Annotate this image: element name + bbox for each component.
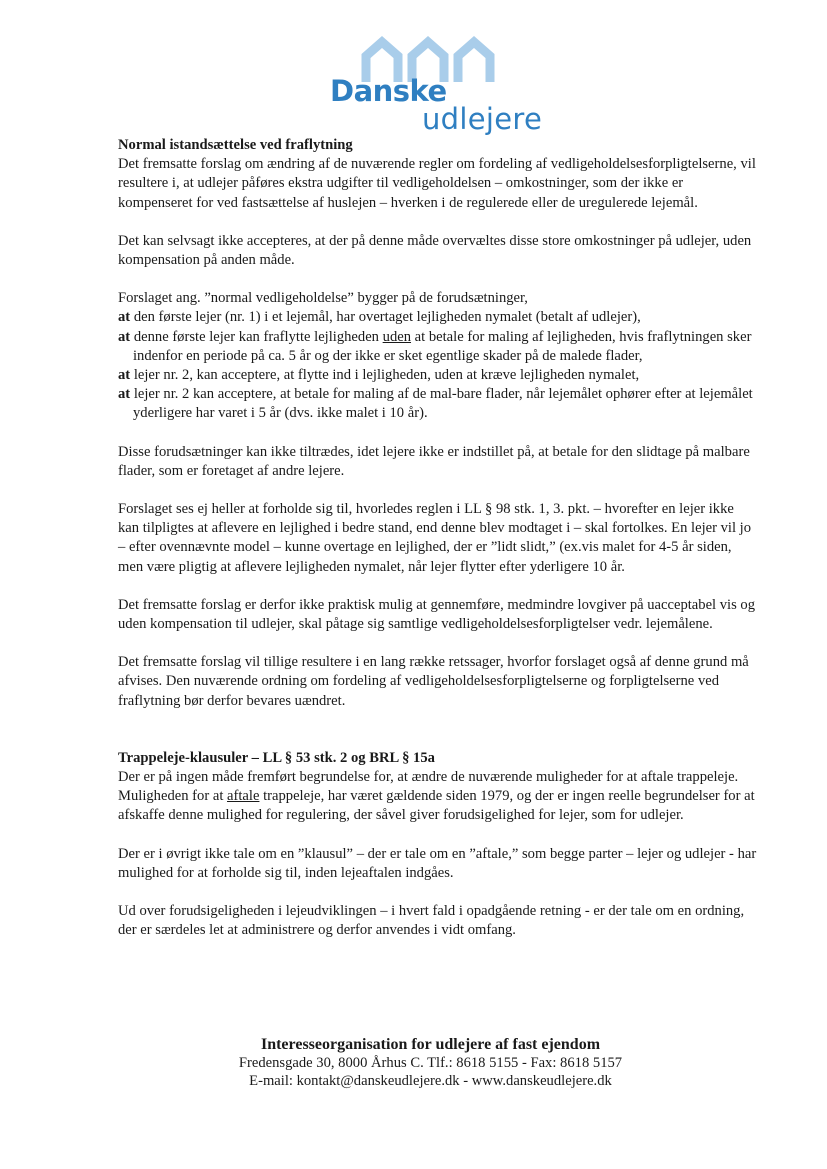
organization-name: Interesseorganisation for udlejere af fast ejendom <box>260 1036 601 1053</box>
bullet-item <box>118 385 758 423</box>
bullet-text: den første lejer (nr. 1) i et lejemål, har overtaget lejligheden nymalet (betalt af udlejer), <box>133 309 641 326</box>
paragraph: Forslaget ses ej heller at forholde sig til, hvorledes reglen i LL § 98 stk. 1, 3. pkt. – hvorefter en lejer ikke kan tilpligtes at aflevere en lejlighed i bedre stand, end denne blev modtaget i – skal fortolkes. En lejer vil jo – efter ovennævnte model – kunne overtage en lejlighed, der er ”lidt slidt,” (ex.vis malet for 4-5 år siden, men være pligtig at aflevere lejligheden nymalet, når lejer flytter efter yderligere 10 år. <box>118 501 752 575</box>
bullet-text: lejer nr. 2 kan acceptere, at betale for maling af de mal-bare flader, når lejemålet ophører efter at lejemålet yderligere har varet i 5 år (dvs. ikke malet i 10 år). <box>133 386 753 422</box>
paragraph: Det kan selvsagt ikke accepteres, at der på denne måde overvæltes disse store omkostninger på udlejer, uden kompensation på anden måde. <box>118 232 752 269</box>
paragraph-text: Der er på ingen måde fremført begrundelse for, at ændre de nuværende muligheder for at aftale trappeleje. Muligheden for at <box>118 769 739 805</box>
paragraph: Det fremsatte forslag om ændring af de nuværende regler om fordeling af vedligeholdelsesforpligtelserne, vil resultere i, at udlejer påføres ekstra udgifter til vedligeholdelsen – omkostninger, som der ikke er kompenseret for ved fastsættelse af huslejen – hverken i de regulerede eller de uregulerede lejemål. <box>118 156 756 211</box>
logo-text-danske: Danske <box>330 74 447 108</box>
paragraph: Der er i øvrigt ikke tale om en ”klausul” – der er tale om en ”aftale,” som begge parter – lejer og udlejer - har mulighed for at forholde sig til, inden lejeaftalen indgåes. <box>118 845 757 881</box>
bullet-text: lejer nr. 2, kan acceptere, at flytte ind i lejligheden, uden at kræve lejligheden nymalet, <box>133 367 640 384</box>
section-heading-trappeleje: Trappeleje-klausuler – LL § 53 stk. 2 og BRL § 15a <box>118 749 435 766</box>
underlined-text: aftale <box>227 788 260 805</box>
paragraph: Det fremsatte forslag vil tillige resultere i en lang række retssager, hvorfor forslaget også af denne grund må afvises. Den nuværende ordning om fordeling af vedligeholdelsesforpligtelserne og forpligtelserne ved fraflytning bør derfor bevares uændret. <box>118 654 749 709</box>
underlined-text: uden <box>382 328 412 345</box>
section-heading-normal-istandsaettelse: Normal istandsættelse ved fraflytning <box>118 137 353 153</box>
bullet-text: at betale for maling af lejligheden, hvis fraflytningen sker indenfor en periode på ca. 5 år og der ikke er sket egentlige skader på de malede flader, <box>133 328 752 364</box>
paragraph: Ud over forudsigeligheden i lejeudviklingen – i hvert fald i opadgående retning - er der tale om en ordning, der er særdeles let at administrere og derfor anvendes i vidt omfang. <box>118 903 745 939</box>
logo-text-udlejere: udlejere <box>422 102 543 136</box>
bullet-text: denne første lejer kan fraflytte lejligheden <box>133 328 379 345</box>
danske-udlejere-logo <box>330 34 560 136</box>
paragraph <box>118 768 758 826</box>
paragraph: Forslaget ang. ”normal vedligeholdelse” bygger på de forudsætninger, <box>118 290 528 307</box>
letterhead-footer <box>0 1036 827 1090</box>
bullet-item <box>118 328 758 366</box>
bullet-marker: at <box>118 309 131 326</box>
bullet-marker: at <box>118 367 131 384</box>
contact-line: E-mail: kontakt@danskeudlejere.dk - www.danskeudlejere.dk <box>249 1073 612 1089</box>
bullet-marker: at <box>118 328 131 345</box>
paragraph: Disse forudsætninger kan ikke tiltrædes, idet lejere ikke er indstillet på, at betale for den slidtage på malbare flader, som er foretaget af andre lejere. <box>118 443 750 479</box>
bullet-marker: at <box>118 386 131 403</box>
bullet-item <box>118 308 758 327</box>
paragraph: Det fremsatte forslag er derfor ikke praktisk mulig at gennemføre, medmindre lovgiver på uacceptabel vis og uden kompensation til udlejer, skal påtage sig samtlige vedligeholdelsesforpligtelser vedr. lejemålene. <box>118 596 756 633</box>
address-line: Fredensgade 30, 8000 Århus C. Tlf.: 8618 5155 - Fax: 8618 5157 <box>238 1055 623 1071</box>
paragraph-text: trappeleje, har været gældende siden 1979, og der er ingen reelle begrundelser for at afskaffe denne mulighed for regulering, der såvel giver forudsigelighed for lejer, som for udlejer. <box>118 788 755 824</box>
document-body <box>118 136 758 941</box>
bullet-item <box>118 366 758 385</box>
